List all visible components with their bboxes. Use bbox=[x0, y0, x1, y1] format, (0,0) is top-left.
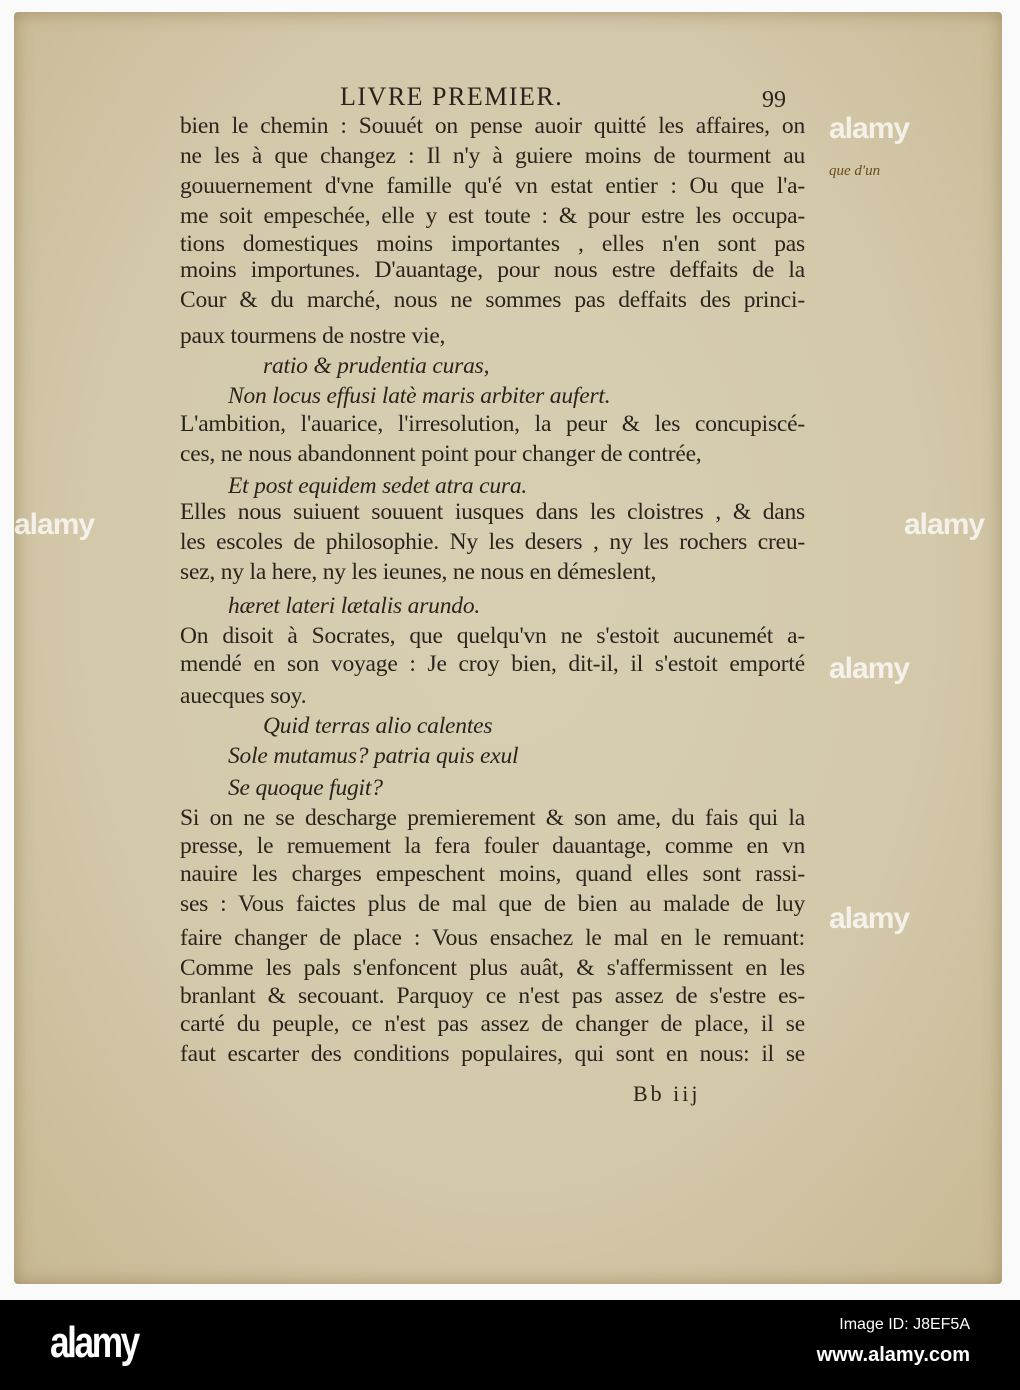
text-line: ses : Vous faictes plus de mal que de bien au malade de luy bbox=[180, 891, 805, 917]
text-line: presse, le remuement la fera fouler dauantage, comme en vn bbox=[180, 833, 805, 859]
site-url: www.alamy.com bbox=[816, 1344, 970, 1366]
text-line: faire changer de place : Vous ensachez le mal en le remuant: bbox=[180, 925, 805, 951]
text-line: branlant & secouant. Parquoy ce n'est pas assez de s'estre es- bbox=[180, 983, 805, 1009]
watermark: alamy bbox=[829, 652, 910, 685]
text-line: ne les à que changez : Il n'y à guiere moins de tourment au bbox=[180, 143, 805, 169]
text-line: On disoit à Socrates, que quelqu'vn ne s'estoit aucunemét a- bbox=[180, 623, 805, 649]
text-line: faut escarter des conditions populaires, qui sont en nous: il se bbox=[180, 1041, 805, 1067]
text-line: auecques soy. bbox=[180, 683, 307, 709]
text-line: paux tourmens de nostre vie, bbox=[180, 323, 446, 349]
book-page bbox=[14, 12, 1002, 1284]
text-line: bien le chemin : Souuét on pense auoir quitté les affaires, on bbox=[180, 113, 805, 139]
text-line: me soit empeschée, elle y est toute : & pour estre les occupa- bbox=[180, 203, 805, 229]
text-line: tions domestiques moins importantes , elles n'en sont pas bbox=[180, 231, 805, 257]
watermark: alamy bbox=[829, 902, 910, 935]
text-line: Cour & du marché, nous ne sommes pas deffaits des princi- bbox=[180, 287, 805, 313]
alamy-logo: alamy bbox=[50, 1318, 138, 1367]
text-line: nauire les charges empeschent moins, quand elles sont rassi- bbox=[180, 861, 805, 887]
text-line: L'ambition, l'auarice, l'irresolution, la peur & les concupiscé- bbox=[180, 411, 805, 437]
text-line: mendé en son voyage : Je croy bien, dit-il, il s'estoit emporté bbox=[180, 651, 805, 677]
text-line: Sole mutamus? patria quis exul bbox=[228, 743, 519, 769]
text-line: Quid terras alio calentes bbox=[263, 713, 493, 739]
text-line: Comme les pals s'enfoncent plus auât, & s'affermissent en les bbox=[180, 955, 805, 981]
text-line: Si on ne se descharge premierement & son ame, du fais qui la bbox=[180, 805, 805, 831]
running-head: LIVRE PREMIER. bbox=[340, 82, 564, 111]
signature-mark: Bb iij bbox=[633, 1081, 701, 1106]
watermark: alamy bbox=[14, 508, 95, 541]
text-line: les escoles de philosophie. Ny les desers , ny les rochers creu- bbox=[180, 529, 805, 555]
text-line: ratio & prudentia curas, bbox=[263, 353, 490, 379]
text-line: Non locus effusi latè maris arbiter aufert. bbox=[228, 383, 611, 409]
text-line: Elles nous suiuent souuent iusques dans les cloistres , & dans bbox=[180, 499, 805, 525]
text-line: moins importunes. D'auantage, pour nous estre deffaits de la bbox=[180, 257, 805, 283]
text-line: sez, ny la here, ny les ieunes, ne nous en démeslent, bbox=[180, 559, 657, 585]
text-line: hæret lateri lætalis arundo. bbox=[228, 593, 481, 619]
watermark: alamy bbox=[829, 112, 910, 145]
text-line: ces, ne nous abandonnent point pour changer de contrée, bbox=[180, 441, 702, 467]
text-line: Se quoque fugit? bbox=[228, 775, 383, 801]
handwritten-annotation: que d'un bbox=[829, 163, 881, 179]
stock-footer bbox=[0, 1300, 1020, 1390]
image-id: Image ID: J8EF5A bbox=[839, 1316, 970, 1333]
watermark: alamy bbox=[904, 508, 985, 541]
page-number: 99 bbox=[762, 87, 786, 113]
text-line: gouuernement d'vne famille qu'é vn estat entier : Ou que l'a- bbox=[180, 173, 805, 199]
text-line: Et post equidem sedet atra cura. bbox=[228, 473, 528, 499]
text-line: carté du peuple, ce n'est pas assez de changer de place, il se bbox=[180, 1011, 805, 1037]
